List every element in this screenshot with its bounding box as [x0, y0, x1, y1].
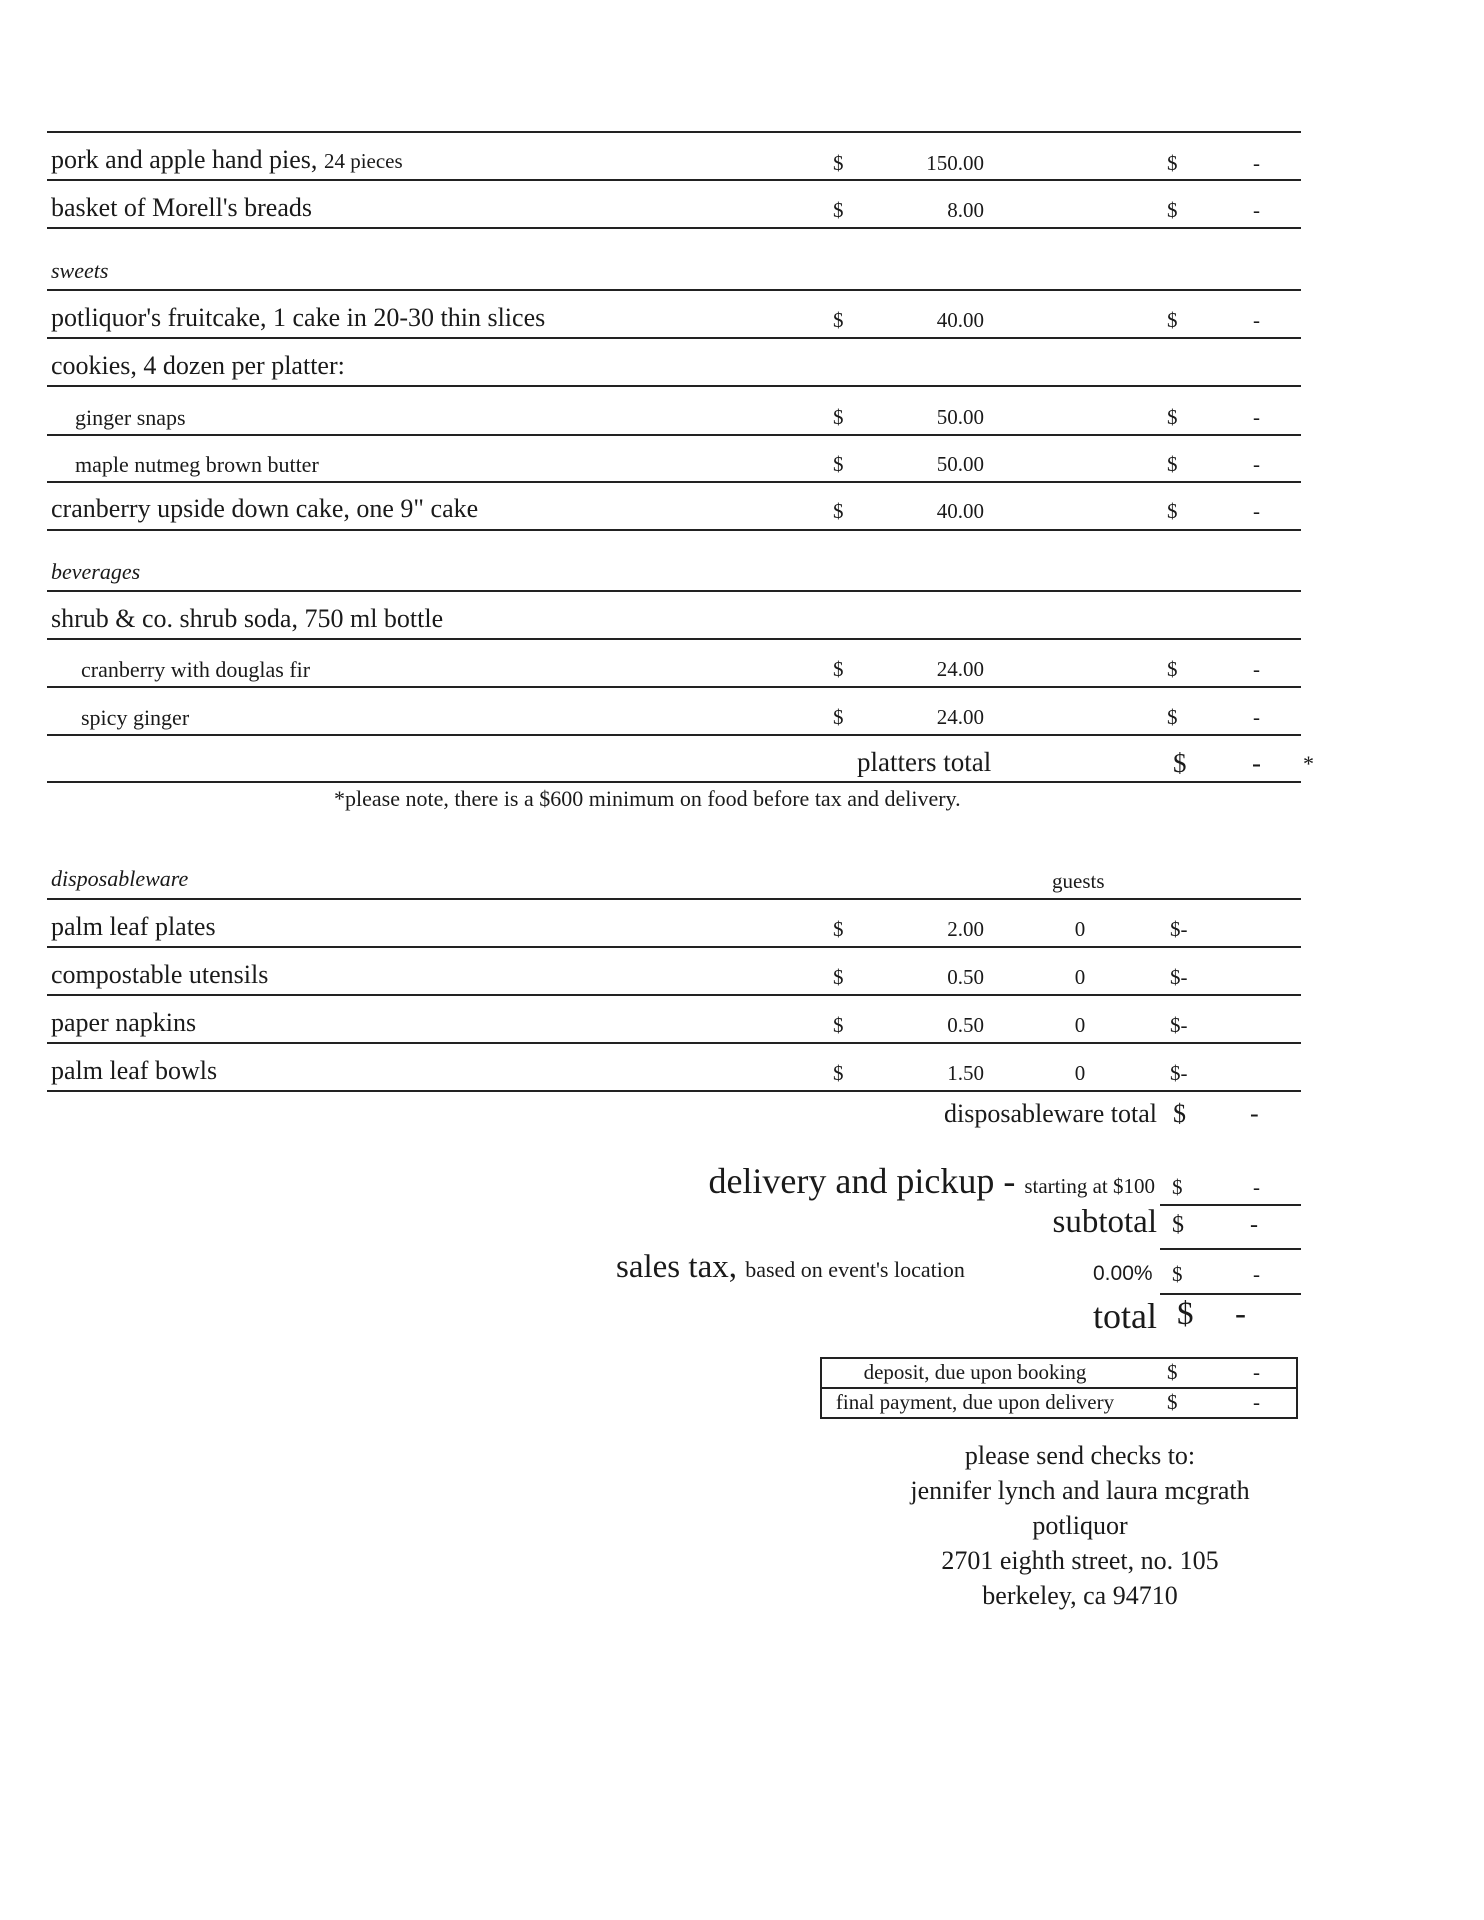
address-line: please send checks to: [964, 1441, 1196, 1470]
delivery-label-text: delivery and pickup - [708, 1161, 1016, 1201]
guests-column-label: guests [1052, 869, 1105, 893]
item-price: 40.00 [936, 499, 984, 523]
rule-line [47, 179, 1301, 181]
currency-symbol: $ [833, 917, 844, 941]
item-note: 24 pieces [323, 149, 403, 173]
rule-line [47, 1042, 1301, 1044]
rule-line [47, 481, 1301, 483]
grand-total-value: - [1235, 1296, 1246, 1332]
rule-line [47, 946, 1301, 948]
item-total: - [1253, 452, 1260, 476]
platters-total-value: - [1252, 748, 1261, 778]
subtotal-value: - [1250, 1212, 1258, 1238]
rule-line [47, 638, 1301, 640]
rule-line [47, 734, 1301, 736]
item-name: cranberry upside down cake, one 9" cake [51, 494, 479, 523]
item-price: 2.00 [947, 917, 984, 941]
item-name: maple nutmeg brown butter [75, 452, 319, 477]
item-total: $- [1170, 917, 1188, 941]
payment-currency: $ [1167, 1360, 1178, 1384]
item-price: 50.00 [936, 405, 984, 429]
guest-count: 0 [1074, 1061, 1086, 1085]
item-total: - [1253, 198, 1260, 222]
currency-symbol: $ [833, 1061, 844, 1085]
item-price: 24.00 [936, 657, 984, 681]
item-name-text: pork and apple hand pies, [51, 145, 318, 174]
disposableware-total-label: disposableware total [944, 1099, 1157, 1128]
item-total: - [1253, 705, 1260, 729]
rule-line [47, 898, 1301, 900]
sales-tax-rate[interactable]: 0.00% [1093, 1262, 1153, 1285]
delivery-currency: $ [1172, 1175, 1183, 1199]
address-line: 2701 eighth street, no. 105 [941, 1546, 1219, 1575]
item-name: palm leaf bowls [51, 1056, 218, 1085]
item-name: potliquor's fruitcake, 1 cake in 20-30 thin slices [51, 303, 546, 332]
rule-line [1160, 1248, 1301, 1250]
item-name: paper napkins [51, 1008, 197, 1037]
item-price: 0.50 [947, 1013, 984, 1037]
rule-line [47, 434, 1301, 436]
cookies-heading: cookies, 4 dozen per platter: [51, 351, 345, 380]
item-name: cranberry with douglas fir [81, 657, 311, 682]
currency-symbol: $ [833, 405, 844, 429]
payment-schedule [820, 1357, 1298, 1419]
platters-total-label: platters total [857, 747, 992, 777]
currency-symbol: $ [833, 198, 844, 222]
mailing-address [870, 1438, 1290, 1613]
address-line: berkeley, ca 94710 [982, 1581, 1178, 1610]
rule-line [47, 131, 1301, 133]
guest-count: 0 [1074, 965, 1086, 989]
sales-tax-label-text: sales tax, [616, 1249, 737, 1285]
rule-line [47, 529, 1301, 531]
delivery-label [708, 1160, 1155, 1202]
rule-line [47, 289, 1301, 291]
item-total: - [1253, 308, 1260, 332]
sales-tax-value: - [1253, 1262, 1260, 1286]
item-price: 40.00 [936, 308, 984, 332]
total-currency: $ [1167, 151, 1178, 175]
payment-value: - [1253, 1360, 1260, 1384]
guest-count: 0 [1074, 1013, 1086, 1037]
payment-label: final payment, due upon delivery [835, 1390, 1115, 1414]
subtotal-label: subtotal [1052, 1204, 1157, 1240]
address-line: jennifer lynch and laura mcgrath [910, 1476, 1250, 1505]
payment-currency: $ [1167, 1390, 1178, 1414]
item-total: $- [1170, 965, 1188, 989]
grand-total-label: total [1093, 1296, 1157, 1336]
item-total: - [1253, 151, 1260, 175]
item-price: 8.00 [947, 198, 984, 222]
minimum-order-note: *please note, there is a $600 minimum on food before tax and delivery. [334, 786, 961, 811]
total-currency: $ [1167, 499, 1178, 523]
item-total: - [1253, 657, 1260, 681]
item-price: 150.00 [926, 151, 984, 175]
section-heading-sweets: sweets [51, 258, 109, 283]
sales-tax-currency: $ [1172, 1262, 1183, 1286]
payment-value: - [1253, 1390, 1260, 1414]
platters-total-currency: $ [1173, 748, 1187, 778]
currency-symbol: $ [833, 452, 844, 476]
item-total: - [1253, 499, 1260, 523]
disposableware-total-value: - [1250, 1099, 1259, 1128]
total-currency: $ [1167, 405, 1178, 429]
currency-symbol: $ [833, 705, 844, 729]
payment-row-final [822, 1387, 1296, 1417]
item-price: 0.50 [947, 965, 984, 989]
item-total: $- [1170, 1013, 1188, 1037]
grand-total-currency: $ [1177, 1296, 1194, 1332]
rule-line [1160, 1293, 1301, 1295]
payment-label: deposit, due upon booking [863, 1360, 1087, 1384]
total-currency: $ [1167, 452, 1178, 476]
subtotal-currency: $ [1172, 1212, 1184, 1238]
item-name: ginger snaps [75, 405, 186, 430]
item-total: $- [1170, 1061, 1188, 1085]
rule-line [47, 994, 1301, 996]
item-price: 1.50 [947, 1061, 984, 1085]
currency-symbol: $ [833, 151, 844, 175]
delivery-note: starting at $100 [1024, 1174, 1155, 1198]
total-currency: $ [1167, 308, 1178, 332]
currency-symbol: $ [833, 1013, 844, 1037]
section-heading-beverages: beverages [51, 559, 141, 584]
rule-line [47, 337, 1301, 339]
address-line: potliquor [1032, 1511, 1128, 1540]
rule-line [1160, 1204, 1301, 1206]
rule-line [47, 686, 1301, 688]
currency-symbol: $ [833, 965, 844, 989]
total-currency: $ [1167, 705, 1178, 729]
shrub-heading: shrub & co. shrub soda, 750 ml bottle [51, 604, 444, 633]
item-price: 24.00 [936, 705, 984, 729]
payment-row-deposit [822, 1359, 1296, 1387]
rule-line [47, 590, 1301, 592]
item-price: 50.00 [936, 452, 984, 476]
sales-tax-label [616, 1249, 965, 1286]
item-total: - [1253, 405, 1260, 429]
currency-symbol: $ [833, 308, 844, 332]
delivery-value: - [1253, 1175, 1260, 1199]
item-name [51, 145, 403, 175]
currency-symbol: $ [833, 657, 844, 681]
rule-line [47, 227, 1301, 229]
rule-line [47, 781, 1301, 783]
disposableware-total-currency: $ [1173, 1099, 1186, 1128]
item-name: spicy ginger [81, 705, 190, 730]
total-currency: $ [1167, 657, 1178, 681]
total-currency: $ [1167, 198, 1178, 222]
rule-line [47, 385, 1301, 387]
item-name: palm leaf plates [51, 912, 216, 941]
section-heading-disposableware: disposableware [51, 866, 189, 891]
sales-tax-note: based on event's location [745, 1257, 965, 1282]
platters-total-asterisk: * [1303, 751, 1314, 776]
guest-count: 0 [1074, 917, 1086, 941]
item-name: compostable utensils [51, 960, 269, 989]
currency-symbol: $ [833, 499, 844, 523]
rule-line [47, 1090, 1301, 1092]
item-name: basket of Morell's breads [51, 193, 313, 222]
